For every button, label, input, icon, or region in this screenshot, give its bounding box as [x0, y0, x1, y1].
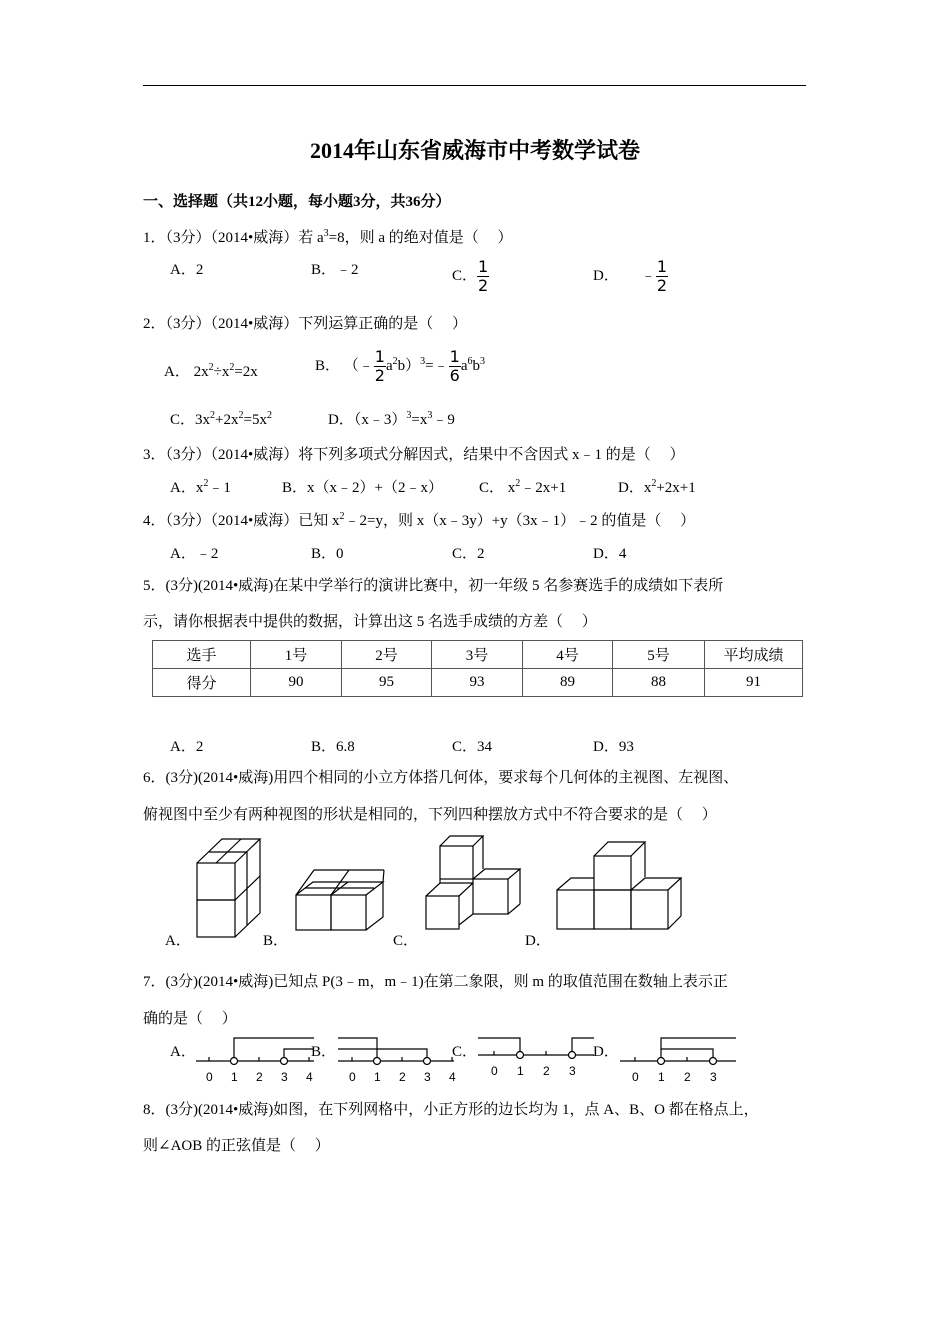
q3-option-d[interactable]: D．$x^2+2x+1$: [618, 478, 696, 496]
q5-stem-line1: 5．(3分)(2014•威海)在某中学举行的演讲比赛中，初一年级 5 名参赛选手的成绩如下表所: [143, 578, 724, 594]
number-line-d: [620, 1035, 738, 1087]
q2-option-b[interactable]: B． （﹣ $\frac{1}{2}$ $a^2b)^3=﹣$ $\frac{1}{6}$ $a^6b^3$: [315, 347, 485, 385]
tick-label: 3: [281, 1070, 288, 1084]
q7-option-b[interactable]: B．: [311, 1044, 337, 1060]
table-cell: 88: [613, 669, 705, 697]
q1-option-b[interactable]: B．﹣2: [311, 262, 359, 278]
section-heading: 一、选择题（共12小题，每小题3分，共36分）: [143, 194, 451, 210]
cube-figures: [160, 830, 720, 940]
page-title: 2014年山东省威海市中考数学试卷: [309, 138, 640, 163]
table-cell: 91: [705, 669, 803, 697]
cube-figure-b: [296, 870, 384, 930]
number-line-a: [196, 1035, 316, 1087]
q6-option-b[interactable]: B．: [263, 933, 289, 949]
tick-label: 3: [424, 1070, 431, 1084]
table-cell: 90: [251, 669, 342, 697]
header-rule: [143, 85, 806, 86]
q5-option-b[interactable]: B．6.8: [311, 739, 355, 755]
q5-option-d[interactable]: D．93: [593, 739, 634, 755]
q1-option-a[interactable]: A．2: [170, 262, 204, 278]
tick-label: 3: [710, 1070, 717, 1084]
q1-option-c[interactable]: C． $\frac{1}{2}$: [452, 257, 489, 295]
q6-option-c[interactable]: C．: [393, 933, 419, 949]
number-line-b: [338, 1035, 456, 1087]
table-cell: 89: [523, 669, 613, 697]
tick-label: 1: [374, 1070, 381, 1084]
q3-option-b[interactable]: B．x（x﹣2）+（2﹣x）: [282, 480, 443, 496]
table-cell: 5号: [613, 641, 705, 669]
q7-option-c[interactable]: C．: [452, 1044, 478, 1060]
tick-label: 2: [684, 1070, 691, 1084]
q8-stem-line1: 8．(3分)(2014•威海)如图，在下列网格中，小正方形的边长均为 1，点 A、B、O 都在格点上，: [143, 1102, 759, 1118]
tick-label: 2: [399, 1070, 406, 1084]
table-header-row: [153, 641, 803, 669]
q2-option-c[interactable]: C．$3x^2+2x^2=5x^2$: [170, 410, 272, 428]
tick-label: 1: [231, 1070, 238, 1084]
q2-option-d[interactable]: D．$(x﹣3)^3=x^3﹣9$: [328, 410, 455, 428]
q6-stem-line2: 俯视图中至少有两种视图的形状是相同的，下列四种摆放方式中不符合要求的是（ ）: [143, 807, 717, 823]
cube-figure-c: [426, 836, 520, 929]
number-line-c: [478, 1033, 596, 1085]
tick-label: 0: [491, 1064, 498, 1078]
table-cell: 3号: [432, 641, 523, 669]
table-cell: 选手: [153, 641, 251, 669]
q4-option-b[interactable]: B．0: [311, 546, 344, 562]
tick-label: 2: [543, 1064, 550, 1078]
table-cell: 4号: [523, 641, 613, 669]
tick-label: 3: [569, 1064, 576, 1078]
table-cell: 2号: [342, 641, 432, 669]
q4-option-c[interactable]: C．2: [452, 546, 485, 562]
q1-option-d[interactable]: D． ﹣ $\frac{1}{2}$: [593, 257, 668, 295]
q6-option-d[interactable]: D．: [525, 933, 551, 949]
q5-stem-line2: 示，请你根据表中提供的数据，计算出这 5 名选手成绩的方差（ ）: [143, 614, 597, 630]
q6-option-a[interactable]: A．: [165, 933, 191, 949]
table-cell: 平均成绩: [705, 641, 803, 669]
tick-label: 0: [349, 1070, 356, 1084]
tick-label: 0: [632, 1070, 639, 1084]
q4-option-d[interactable]: D．4: [593, 546, 627, 562]
tick-label: 2: [256, 1070, 263, 1084]
table-cell: 得分: [153, 669, 251, 697]
q2-option-a[interactable]: A． $2x^2\div x^2=2x$: [164, 362, 258, 380]
q7-stem-line2: 确的是（ ）: [143, 1011, 237, 1027]
table-cell: 93: [432, 669, 523, 697]
tick-label: 0: [206, 1070, 213, 1084]
tick-label: 4: [306, 1070, 313, 1084]
cube-figure-d: [557, 842, 681, 929]
q3-stem: 3．（3分）（2014•威海）将下列多项式分解因式，结果中不含因式 x﹣1 的是（ ）: [143, 447, 685, 463]
q3-option-c[interactable]: C． $x^2﹣2x+1$: [479, 478, 567, 496]
cube-figure-a: [197, 839, 260, 937]
q7-stem-line1: 7．(3分)(2014•威海)已知点 P(3﹣m，m﹣1)在第二象限，则 m 的取值范围在数轴上表示正: [143, 974, 728, 990]
q7-option-a[interactable]: A．: [170, 1044, 196, 1060]
q8-stem-line2: 则∠AOB 的正弦值是（ ）: [143, 1138, 330, 1154]
tick-label: 1: [658, 1070, 665, 1084]
q1-stem: 1．（3分）（2014•威海）若 $a^3=8$，则 a 的绝对值是（ ）: [143, 228, 513, 246]
q7-option-d[interactable]: D．: [593, 1044, 619, 1060]
tick-label: 4: [449, 1070, 456, 1084]
q5-option-a[interactable]: A．2: [170, 739, 204, 755]
q5-option-c[interactable]: C．34: [452, 739, 493, 755]
q6-stem-line1: 6．(3分)(2014•威海)用四个相同的小立方体搭几何体，要求每个几何体的主视图、左视图、: [143, 770, 739, 786]
q4-option-a[interactable]: A．﹣2: [170, 546, 219, 562]
q4-stem: 4．（3分）（2014•威海）已知 $x^2﹣2=y$，则 x（x﹣3y）+y（3x﹣1）﹣2 的值是（ ）: [143, 511, 696, 529]
table-cell: 1号: [251, 641, 342, 669]
tick-label: 1: [517, 1064, 524, 1078]
table-cell: 95: [342, 669, 432, 697]
table-row: [153, 669, 803, 697]
score-table: [152, 640, 803, 697]
q3-option-a[interactable]: A．$x^2﹣1$: [170, 478, 231, 496]
q2-stem: 2．（3分）（2014•威海）下列运算正确的是（ ）: [143, 316, 468, 332]
